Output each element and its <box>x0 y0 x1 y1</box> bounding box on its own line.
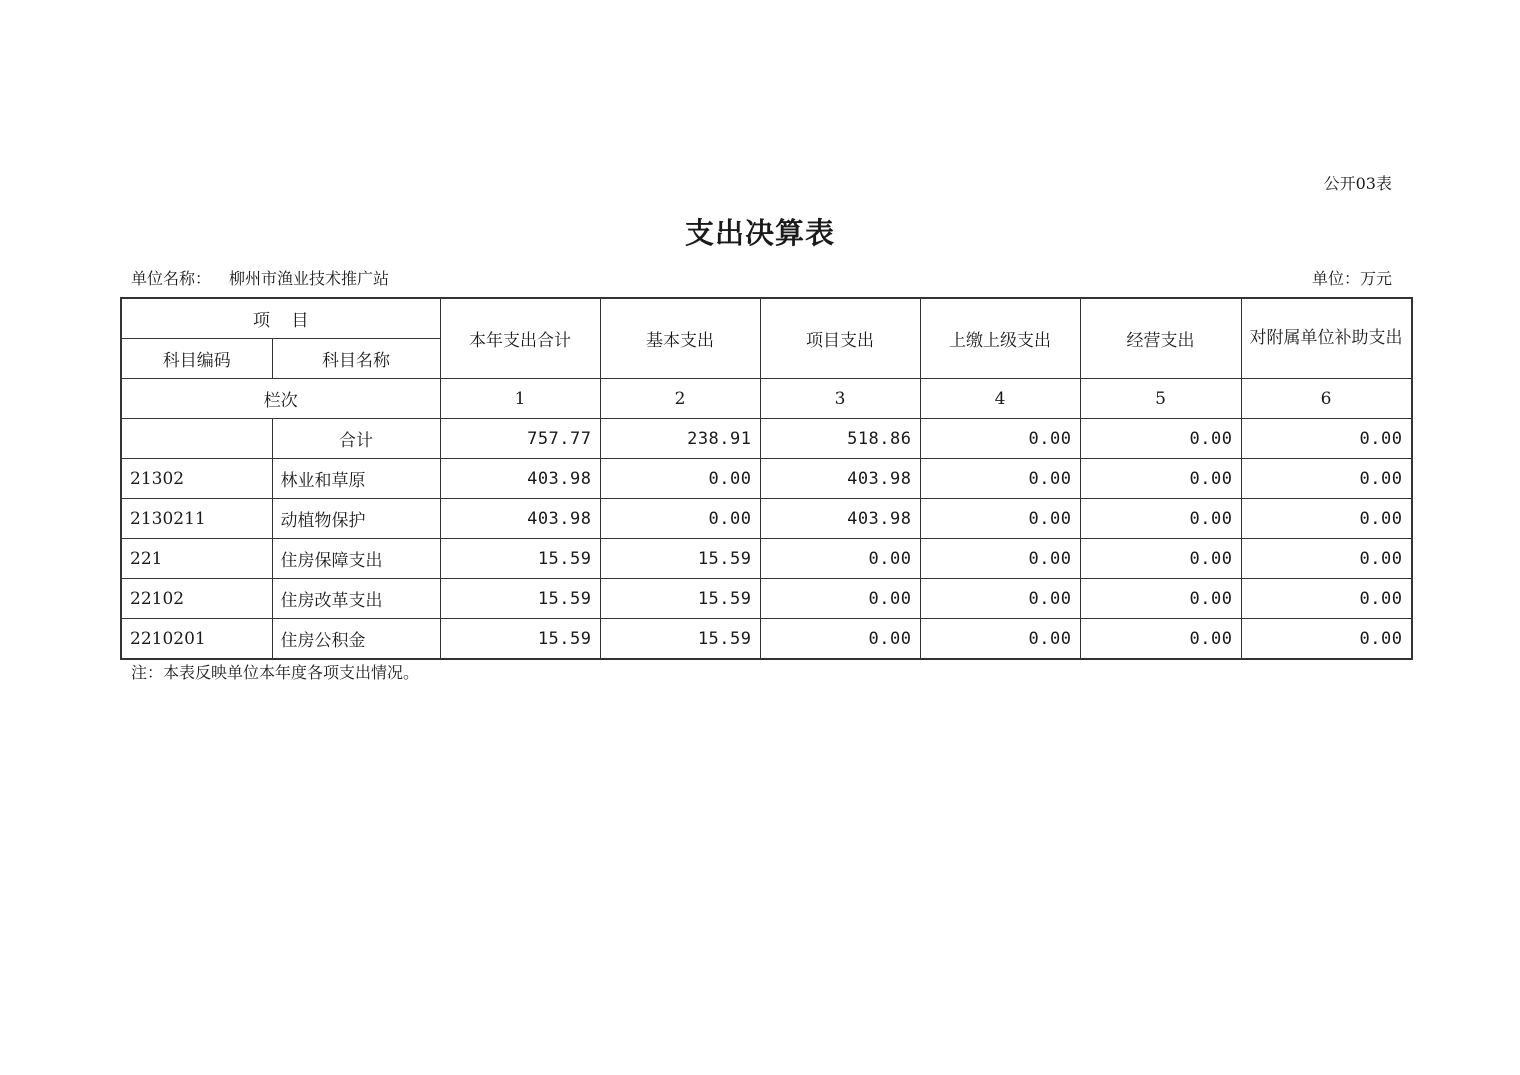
value-cell: 0.00 <box>920 459 1080 499</box>
header-col-project: 项目支出 <box>760 298 920 379</box>
total-value: 518.86 <box>760 419 920 459</box>
total-row <box>121 419 1412 459</box>
value-cell: 15.59 <box>600 619 760 660</box>
header-col-operating: 经营支出 <box>1080 298 1241 379</box>
header-col-basic: 基本支出 <box>600 298 760 379</box>
total-value: 0.00 <box>920 419 1080 459</box>
value-cell: 403.98 <box>760 499 920 539</box>
total-value: 757.77 <box>440 419 600 459</box>
subject-name: 动植物保护 <box>272 499 440 539</box>
value-cell: 403.98 <box>440 459 600 499</box>
value-cell: 0.00 <box>920 499 1080 539</box>
unit-name-value: 柳州市渔业技术推广站 <box>229 269 390 288</box>
value-cell: 403.98 <box>760 459 920 499</box>
index-label: 栏次 <box>121 379 440 419</box>
index-row <box>121 379 1412 419</box>
subject-code: 2130211 <box>121 499 272 539</box>
value-cell: 0.00 <box>1241 579 1412 619</box>
value-cell: 0.00 <box>760 619 920 660</box>
subject-code: 221 <box>121 539 272 579</box>
index-cell: 3 <box>760 379 920 419</box>
value-cell: 0.00 <box>760 579 920 619</box>
value-cell: 0.00 <box>1241 499 1412 539</box>
footnote: 注：本表反映单位本年度各项支出情况。 <box>131 663 420 682</box>
value-cell: 0.00 <box>1080 499 1241 539</box>
header-name: 科目名称 <box>272 339 440 379</box>
unit-name-line <box>131 266 389 289</box>
index-cell: 6 <box>1241 379 1412 419</box>
value-cell: 0.00 <box>1241 539 1412 579</box>
value-cell: 0.00 <box>1080 459 1241 499</box>
subject-code: 21302 <box>121 459 272 499</box>
value-cell: 0.00 <box>600 499 760 539</box>
table-row <box>121 459 1412 499</box>
value-cell: 0.00 <box>1080 579 1241 619</box>
expenditure-table <box>120 297 1413 660</box>
total-label: 合计 <box>272 419 440 459</box>
value-cell: 15.59 <box>600 579 760 619</box>
header-col-remit: 上缴上级支出 <box>920 298 1080 379</box>
value-cell: 0.00 <box>920 619 1080 660</box>
currency-unit: 单位：万元 <box>1311 269 1392 288</box>
total-value: 238.91 <box>600 419 760 459</box>
table-row <box>121 499 1412 539</box>
total-value: 0.00 <box>1080 419 1241 459</box>
header-item: 项 目 <box>121 298 440 339</box>
header-row-1 <box>121 298 1412 339</box>
value-cell: 0.00 <box>1080 619 1241 660</box>
index-cell: 1 <box>440 379 600 419</box>
form-number: 公开03表 <box>1323 174 1392 193</box>
value-cell: 0.00 <box>760 539 920 579</box>
header-code: 科目编码 <box>121 339 272 379</box>
value-cell: 15.59 <box>440 539 600 579</box>
total-value: 0.00 <box>1241 419 1412 459</box>
index-cell: 2 <box>600 379 760 419</box>
subject-name: 住房保障支出 <box>272 539 440 579</box>
subject-code: 2210201 <box>121 619 272 660</box>
index-cell: 5 <box>1080 379 1241 419</box>
index-cell: 4 <box>920 379 1080 419</box>
table-row <box>121 579 1412 619</box>
total-code <box>121 419 272 459</box>
unit-name-label: 单位名称： <box>131 269 212 288</box>
table-row <box>121 619 1412 660</box>
value-cell: 15.59 <box>440 619 600 660</box>
subject-name: 林业和草原 <box>272 459 440 499</box>
value-cell: 15.59 <box>600 539 760 579</box>
subject-name: 住房改革支出 <box>272 579 440 619</box>
subject-code: 22102 <box>121 579 272 619</box>
value-cell: 0.00 <box>920 579 1080 619</box>
subject-name: 住房公积金 <box>272 619 440 660</box>
value-cell: 403.98 <box>440 499 600 539</box>
table-row <box>121 539 1412 579</box>
header-col-subsidy: 对附属单位补助支出 <box>1241 298 1412 379</box>
header-col-total: 本年支出合计 <box>440 298 600 379</box>
value-cell: 0.00 <box>1080 539 1241 579</box>
value-cell: 0.00 <box>600 459 760 499</box>
value-cell: 0.00 <box>1241 459 1412 499</box>
value-cell: 0.00 <box>1241 619 1412 660</box>
page-title: 支出决算表 <box>684 216 835 250</box>
value-cell: 15.59 <box>440 579 600 619</box>
value-cell: 0.00 <box>920 539 1080 579</box>
